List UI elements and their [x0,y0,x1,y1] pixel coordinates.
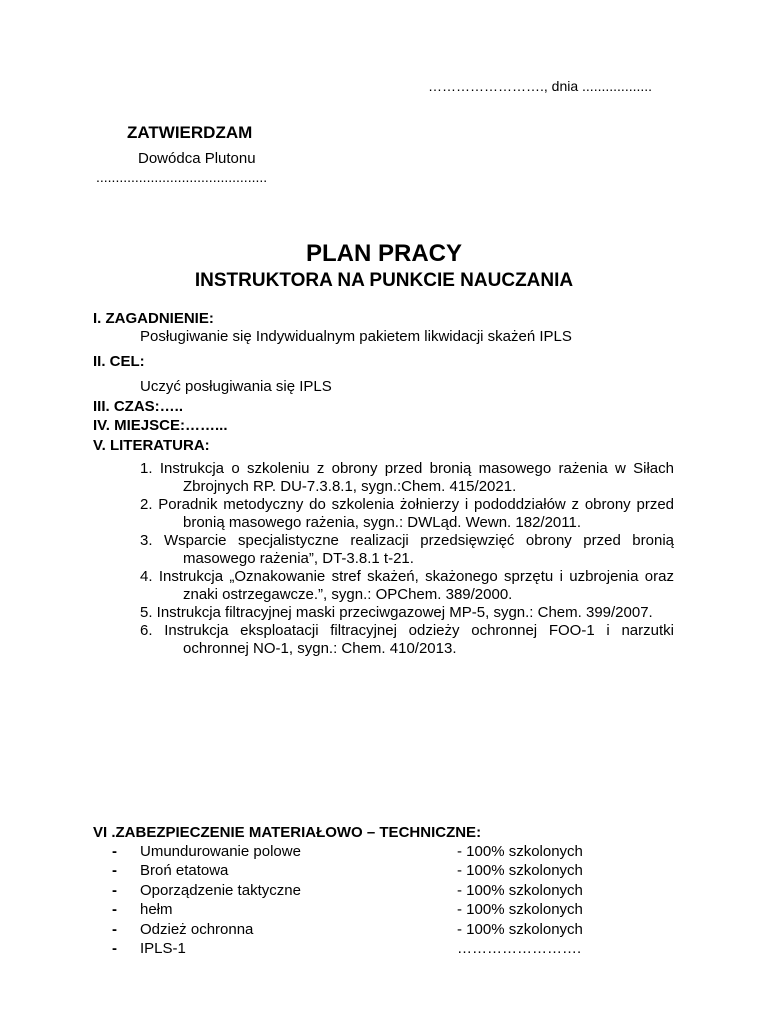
list-dash: - [112,862,117,880]
material-quantity: - 100% szkolonych [457,881,583,899]
materials-row [112,900,632,919]
list-dash: - [112,881,117,899]
literature-item: 4. Instrukcja „Oznakowanie stref skażeń, skażonego sprzętu i uzbrojenia oraz znaki ostrzegawcze.”, sygn.: OPChem. 389/2000. [140,568,674,603]
material-name: Broń etatowa [140,862,229,880]
material-quantity: - 100% szkolonych [457,862,583,880]
material-name: Odzież ochronna [140,920,254,938]
materials-row [112,881,632,900]
material-name: Umundurowanie polowe [140,843,301,860]
literature-list [140,460,674,658]
section-time-label: III. CZAS:….. [93,398,183,415]
list-dash: - [112,939,117,957]
section-materials-label: VI .ZABEZPIECZENIE MATERIAŁOWO – TECHNICZNE: [93,824,482,841]
section-literature-label: V. LITERATURA: [93,437,210,454]
materials-list [112,842,632,958]
place-date-line: ……………………., dnia .................. [428,78,653,94]
materials-row [112,842,632,861]
literature-item: 1. Instrukcja o szkoleniu z obrony przed bronią masowego rażenia w Siłach Zbrojnych RP. DU-7.3.8.1, sygn.:Chem. 415/2021. [140,460,674,495]
document-subtitle: INSTRUKTORA NA PUNKCIE NAUCZANIA [194,270,574,291]
materials-row [112,939,632,958]
section-topic-text: Posługiwanie się Indywidualnym pakietem likwidacji skażeń IPLS [140,328,572,345]
material-name: hełm [140,901,173,919]
list-dash: - [112,901,117,919]
materials-row [112,861,632,880]
literature-item: 2. Poradnik metodyczny do szkolenia żołnierzy i pododdziałów z obrony przed bronią masowego rażenia, sygn.: DWLąd. Wewn. 182/2011. [140,496,674,531]
materials-row [112,920,632,939]
material-name: Oporządzenie taktyczne [140,881,301,899]
signature-line: ............................................ [96,169,268,185]
list-dash: - [112,920,117,938]
literature-item: 3. Wsparcie specjalistyczne realizacji przedsięwzięć obrony przed bronią masowego rażenia”, DT-3.8.1 t-21. [140,532,674,567]
material-quantity: - 100% szkolonych [457,901,583,919]
section-topic-label: I. ZAGADNIENIE: [93,310,214,327]
section-goal-label: II. CEL: [93,353,145,370]
literature-item: 5. Instrukcja filtracyjnej maski przeciwgazowej MP-5, sygn.: Chem. 399/2007. [140,604,653,621]
material-quantity: - 100% szkolonych [457,843,583,860]
document-title: PLAN PRACY [305,240,462,267]
approval-heading: ZATWIERDZAM [127,123,253,142]
material-quantity: - 100% szkolonych [457,920,583,938]
section-place-label: IV. MIEJSCE:……... [93,417,228,434]
literature-item: 6. Instrukcja eksploatacji filtracyjnej odzieży ochronnej FOO-1 i narzutki ochronnej NO-1, sygn.: Chem. 410/2013. [140,622,674,657]
approver-role: Dowódca Plutonu [138,150,256,167]
material-quantity: ……………………. [457,939,582,957]
material-name: IPLS-1 [140,939,186,957]
list-dash: - [112,843,117,860]
section-goal-text: Uczyć posługiwania się IPLS [140,378,332,395]
